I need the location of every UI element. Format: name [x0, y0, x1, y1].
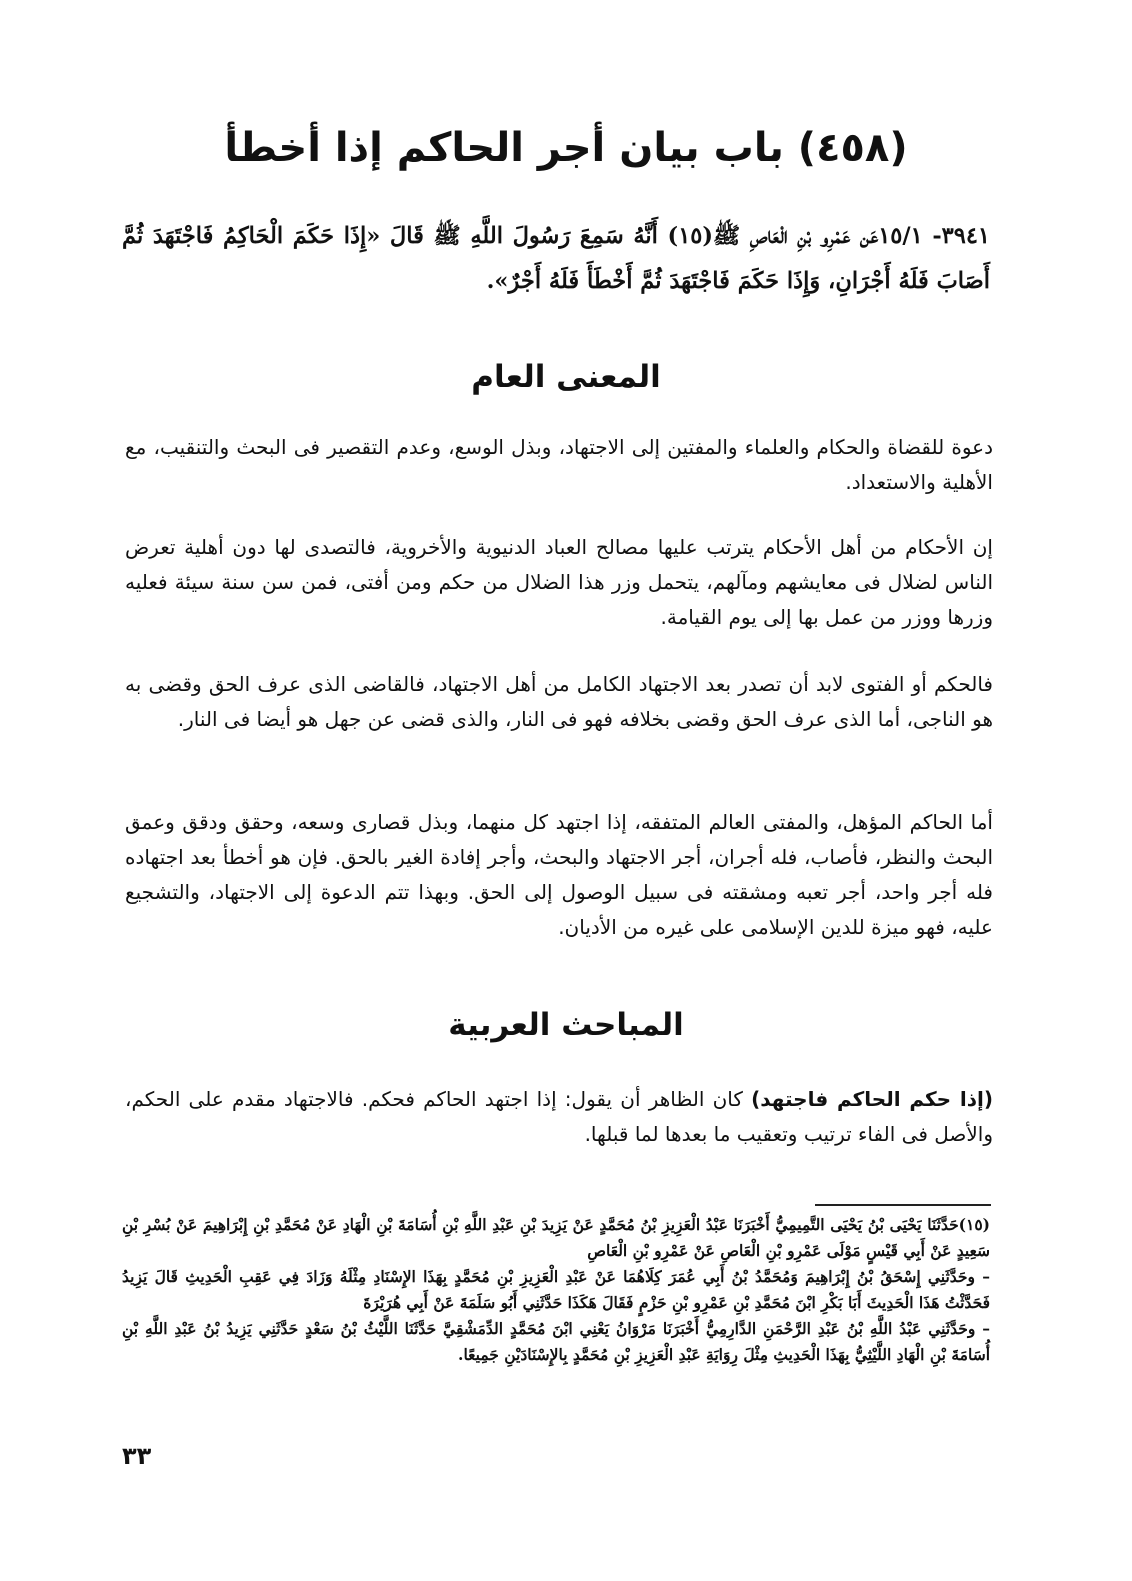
paragraph-text: كان الظاهر أن يقول: إذا اجتهد الحاكم فحكم. فالاجتهاد مقدم على الحكم، والأصل فى الفاء ترتيب وتعقيب ما بعدها لما قبلها.: [125, 1087, 993, 1146]
chapter-title: (٤٥٨) باب بيان أجر الحاكم إذا أخطأ: [224, 125, 908, 171]
footnotes: [122, 1212, 990, 1368]
footnote-line: – وحَدَّثَنِي عَبْدُ اللَّهِ بْنُ عَبْدِ الرَّحْمَنِ الدَّارِمِيُّ أَخْبَرَنَا مَرْوَانُ يَعْنِي ابْنَ مُحَمَّدٍ الدِّمَشْقِيَّ حَدَّثَنَا اللَّيْثُ بْنُ سَعْدٍ حَدَّثَنِي يَزِيدُ بْنُ عَبْدِ اللَّهِ بْنِ أُسَامَةَ بْنِ الْهَادِ اللَّيْثِيُّ بِهَذَا الْحَدِيثِ مِثْلَ رِوَايَةِ عَبْدِ الْعَزِيزِ بْنِ مُحَمَّدٍ بِالإِسْنَادَيْنِ جَمِيعًا.: [122, 1319, 990, 1364]
paragraph: إن الأحكام من أهل الأحكام يترتب عليها مصالح العباد الدنيوية والأخروية، فالتصدى لها دون أهلية تعرض الناس لضلال فى معايشهم ومآلهم، يتحمل وزر هذا الضلال من حكم ومن أفتى، فمن سن سنة سيئة فعليه وزرها ووزر من عمل بها إلى يوم القيامة.: [125, 535, 993, 629]
page-number: ٣٣: [122, 1442, 152, 1470]
footnote-line: (١٥)حَدَّثَنَا يَحْيَى بْنُ يَحْيَى التَّمِيمِيُّ أَخْبَرَنَا عَبْدُ الْعَزِيزِ بْنُ مُحَمَّدٍ عَنْ يَزِيدَ بْنِ عَبْدِ اللَّهِ بْنِ أُسَامَةَ بْنِ الْهَادِ عَنْ مُحَمَّدِ بْنِ إِبْرَاهِيمَ عَنْ بُسْرِ بْنِ سَعِيدٍ عَنْ أَبِي قَيْسٍ مَوْلَى عَمْرِو بْنِ الْعَاصِ عَنْ عَمْرِو بْنِ الْعَاصِ: [122, 1215, 990, 1260]
footnote-line: – وحَدَّثَنِي إِسْحَقُ بْنُ إِبْرَاهِيمَ وَمُحَمَّدُ بْنُ أَبِي عُمَرَ كِلَاهُمَا عَنْ عَبْدِ الْعَزِيزِ بْنِ مُحَمَّدٍ بِهَذَا الإِسْنَادِ مِثْلَهُ وَزَادَ فِي عَقِبِ الْحَدِيثِ قَالَ يَزِيدُ فَحَدَّثْتُ هَذَا الْحَدِيثَ أَبَا بَكْرِ ابْنَ مُحَمَّدِ بْنِ عَمْرِو بْنِ حَزْمٍ فَقَالَ هَكَذَا حَدَّثَنِي أَبُو سَلَمَةَ عَنْ أَبِي هُرَيْرَةَ: [122, 1267, 990, 1312]
hadith-text: ٣٩٤١- ١٥/١عَن عَمْرِو بْنِ الْعَاصِ ﷺ(١٥) أَنَّهُ سَمِعَ رَسُولَ اللَّهِ ﷺ قَالَ «إِذَا حَكَمَ الْحَاكِمُ فَاجْتَهَدَ ثُمَّ أَصَابَ فَلَهُ أَجْرَانِ، وَإِذَا حَكَمَ فَاجْتَهَدَ ثُمَّ أَخْطَأَ فَلَهُ أَجْرٌ».: [122, 223, 990, 294]
paragraph: دعوة للقضاة والحكام والعلماء والمفتين إلى الاجتهاد، وبذل الوسع، وعدم التقصير فى البحث والتنقيب، مع الأهلية والاستعداد.: [125, 435, 993, 494]
footnote-divider: [815, 1204, 991, 1206]
section-heading-arabic-studies: المباحث العربية: [448, 1007, 684, 1043]
paragraph: [125, 1082, 993, 1152]
section-heading-general-meaning: المعنى العام: [471, 359, 661, 395]
paragraph: أما الحاكم المؤهل، والمفتى العالم المتفقه، إذا اجتهد كل منهما، وبذل قصارى وسعه، وحقق ودقق وعمق البحث والنظر، فأصاب، فله أجران، أجر الاجتهاد والبحث، وأجر إفادة الغير بالحق. فإن هو أخطأ بعد اجتهاده فله أجر واحد، أجر تعبه ومشقته فى سبيل الوصول إلى الحق. وبهذا تتم الدعوة إلى الاجتهاد، والتشجيع عليه، فهو ميزة للدين الإسلامى على غيره من الأديان.: [125, 810, 993, 939]
paragraph-lead-phrase: (إذا حكم الحاكم فاجتهد): [751, 1087, 994, 1111]
paragraph: فالحكم أو الفتوى لابد أن تصدر بعد الاجتهاد الكامل من أهل الاجتهاد، فالقاضى الذى عرف الحق وقضى به هو الناجى، أما الذى عرف الحق وقضى بخلافه فهو فى النار، والذى قضى عن جهل هو أيضا فى النار.: [125, 672, 993, 731]
